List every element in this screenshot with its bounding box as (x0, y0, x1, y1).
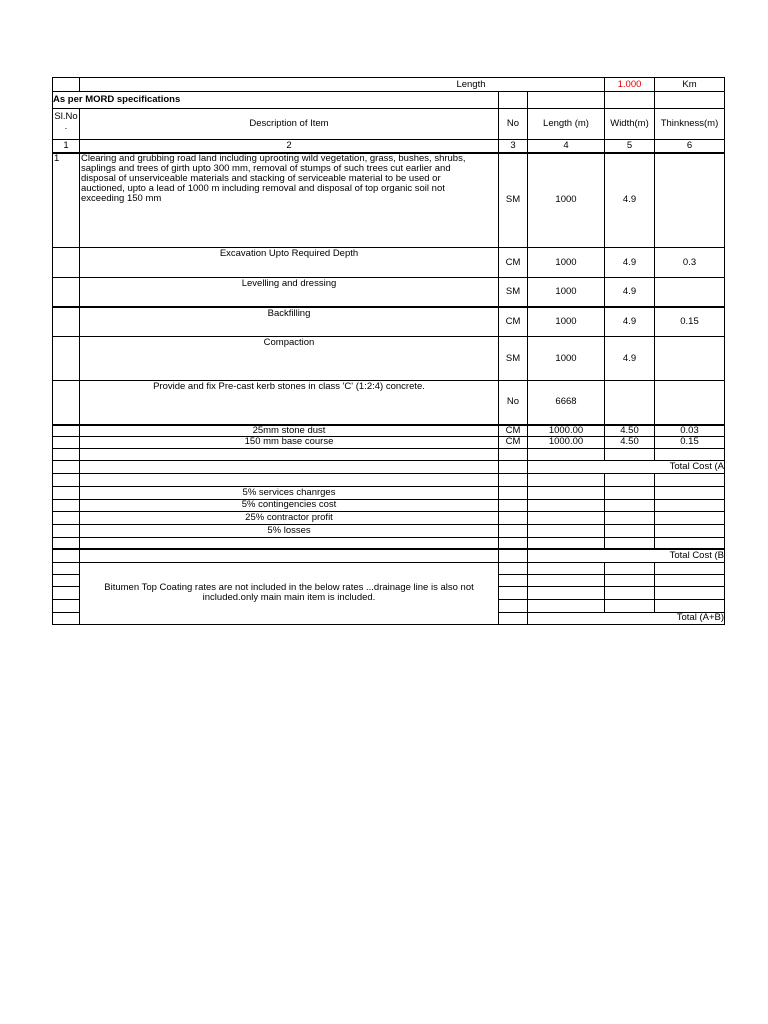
item-sl (53, 381, 80, 425)
item-unit: SM (499, 337, 528, 381)
item-length: 1000.00 (528, 436, 605, 448)
item-width: 4.9 (605, 337, 655, 381)
column-header-row (53, 109, 725, 140)
item-description: Clearing and grubbing road land including uprooting wild vegetation, grass, bushes, shrubs, saplings and trees of girth upto 300 mm, removal of stumps of such trees cut earlier and disposal of unserviceable materials and stacking of serviceable material to be used or auctioned, upto a lead of 1000 m including removal and disposal of top organic soil not exceeding 150 mm (80, 153, 499, 248)
table-row (53, 153, 725, 248)
item-description: 25mm stone dust (80, 425, 499, 437)
item-description: Provide and fix Pre-cast kerb stones in class 'C' (1:2:4) concrete. (80, 381, 499, 425)
total-b-row (53, 549, 725, 562)
column-number-row (53, 140, 725, 153)
charge-row (53, 499, 725, 511)
item-unit: SM (499, 153, 528, 248)
item-length: 1000 (528, 248, 605, 278)
item-width: 4.9 (605, 248, 655, 278)
col-number: 6 (655, 140, 725, 153)
estimate-sheet (52, 77, 724, 625)
total-a-label: Total Cost (A (655, 460, 725, 473)
item-length: 1000 (528, 307, 605, 337)
charge-row (53, 511, 725, 524)
item-sl (53, 278, 80, 307)
item-unit: CM (499, 425, 528, 437)
table-row (53, 307, 725, 337)
item-sl (53, 248, 80, 278)
item-description: 150 mm base course (80, 436, 499, 448)
item-width: 4.50 (605, 425, 655, 437)
item-length: 1000 (528, 153, 605, 248)
item-width: 4.9 (605, 278, 655, 307)
item-unit: CM (499, 307, 528, 337)
table-row (53, 425, 725, 437)
item-sl: 1 (53, 153, 80, 248)
charge-row (53, 524, 725, 537)
item-sl (53, 337, 80, 381)
col-number: 3 (499, 140, 528, 153)
item-unit: SM (499, 278, 528, 307)
item-thickness: 0.3 (655, 248, 725, 278)
item-width: 4.9 (605, 153, 655, 248)
charge-label: 5% losses (80, 524, 499, 537)
table-row (53, 436, 725, 448)
item-sl (53, 425, 80, 437)
item-thickness: 0.03 (655, 425, 725, 437)
item-description: Compaction (80, 337, 499, 381)
total-a-row (53, 460, 725, 473)
col-number: 2 (80, 140, 499, 153)
item-length: 1000 (528, 337, 605, 381)
item-unit: CM (499, 248, 528, 278)
blank-row (53, 473, 725, 486)
item-thickness (655, 278, 725, 307)
charge-label: 5% contingencies cost (80, 499, 499, 511)
item-width: 4.50 (605, 436, 655, 448)
item-length: 1000 (528, 278, 605, 307)
item-description: Levelling and dressing (80, 278, 499, 307)
length-row (53, 78, 725, 92)
charge-row (53, 486, 725, 499)
item-sl (53, 436, 80, 448)
col-width: Width(m) (605, 109, 655, 140)
col-thickness: Thinkness(m) (655, 109, 725, 140)
item-length: 1000.00 (528, 425, 605, 437)
col-length: Length (m) (528, 109, 605, 140)
item-width: 4.9 (605, 307, 655, 337)
col-number: 5 (605, 140, 655, 153)
spec-title: As per MORD specifications (53, 92, 499, 109)
table-row (53, 278, 725, 307)
estimate-table (52, 77, 725, 625)
note-row (53, 562, 725, 574)
item-length: 6668 (528, 381, 605, 425)
table-row (53, 381, 725, 425)
item-unit: No (499, 381, 528, 425)
blank-row (53, 448, 725, 460)
blank-row (53, 537, 725, 549)
item-description: Excavation Upto Required Depth (80, 248, 499, 278)
total-b-label: Total Cost (B (655, 549, 725, 562)
item-thickness (655, 381, 725, 425)
table-row (53, 248, 725, 278)
length-label: Length (80, 78, 528, 92)
item-width (605, 381, 655, 425)
item-thickness: 0.15 (655, 436, 725, 448)
item-unit: CM (499, 436, 528, 448)
col-number: 4 (528, 140, 605, 153)
col-number: 1 (53, 140, 80, 153)
col-slno: Sl.No . (53, 109, 80, 140)
item-thickness (655, 337, 725, 381)
spec-title-row (53, 92, 725, 109)
charge-label: 25% contractor profit (80, 511, 499, 524)
item-thickness: 0.15 (655, 307, 725, 337)
charge-label: 5% services chanrges (80, 486, 499, 499)
length-value: 1.000 (605, 78, 655, 92)
total-ab-label: Total (A+B) (655, 612, 725, 624)
item-sl (53, 307, 80, 337)
note-text: Bitumen Top Coating rates are not included in the below rates ...drainage line is also not included.only main main item is included. (80, 562, 499, 624)
col-description: Description of Item (80, 109, 499, 140)
length-unit: Km (655, 78, 725, 92)
item-thickness (655, 153, 725, 248)
col-no: No (499, 109, 528, 140)
table-row (53, 337, 725, 381)
item-description: Backfilling (80, 307, 499, 337)
